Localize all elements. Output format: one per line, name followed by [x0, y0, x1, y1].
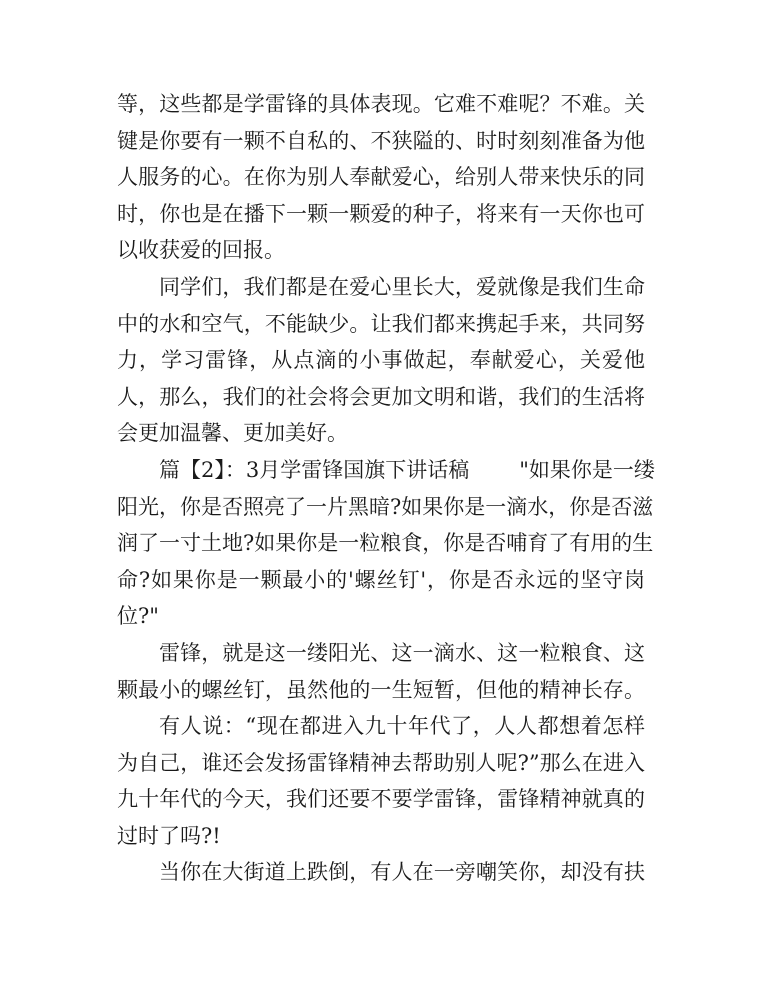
text-line: 力，学习雷锋，从点滴的小事做起，奉献爱心，关爱他 — [117, 348, 645, 373]
text-line: 会更加温馨、更加美好。 — [117, 421, 348, 446]
text-line: 过时了吗?! — [117, 823, 221, 848]
text-line: 中的水和空气，不能缺少。让我们都来携起手来，共同努 — [117, 311, 645, 336]
text-line: 人服务的心。在你为别人奉献爱心，给别人带来快乐的同 — [117, 165, 645, 190]
text-line: 位?" — [117, 604, 159, 629]
text-line: 为自己，谁还会发扬雷锋精神去帮助别人呢?”那么在进入 — [117, 750, 645, 775]
quote-start: "如果你是一缕 — [519, 457, 655, 482]
text-line: 时，你也是在播下一颗一颗爱的种子，将来有一天你也可 — [117, 201, 645, 226]
text-line: 键是你要有一颗不自私的、不狭隘的、时时刻刻准备为他 — [117, 128, 645, 153]
text-line: 九十年代的今天，我们还要不要学雷锋，雷锋精神就真的 — [117, 787, 645, 812]
text-line: 同学们，我们都是在爱心里长大，爱就像是我们生命 — [159, 274, 645, 299]
section-heading: 篇【2】：3月学雷锋国旗下讲话稿 — [159, 457, 470, 482]
text-line: 颗最小的螺丝钉，虽然他的一生短暂，但他的精神长存。 — [117, 677, 645, 702]
text-line: 以收获爱的回报。 — [117, 238, 285, 263]
text-line: 雷锋，就是这一缕阳光、这一滴水、这一粒粮食、这 — [159, 640, 645, 665]
document-page — [117, 86, 655, 891]
text-line: 命?如果你是一颗最小的'螺丝钉'，你是否永远的坚守岗 — [117, 567, 645, 592]
text-line: 阳光，你是否照亮了一片黑暗?如果你是一滴水，你是否滋 — [117, 494, 654, 519]
text-line: 等，这些都是学雷锋的具体表现。它难不难呢？不难。关 — [117, 92, 645, 116]
text-line: 润了一寸土地?如果你是一粒粮食，你是否哺育了有用的生 — [117, 531, 654, 556]
text-line: 人，那么，我们的社会将会更加文明和谐，我们的生活将 — [117, 384, 645, 409]
text-line: 当你在大街道上跌倒，有人在一旁嘲笑你，却没有扶 — [159, 860, 645, 885]
section-heading-line — [117, 452, 655, 489]
text-line: 有人说：“现在都进入九十年代了，人人都想着怎样 — [159, 714, 645, 739]
